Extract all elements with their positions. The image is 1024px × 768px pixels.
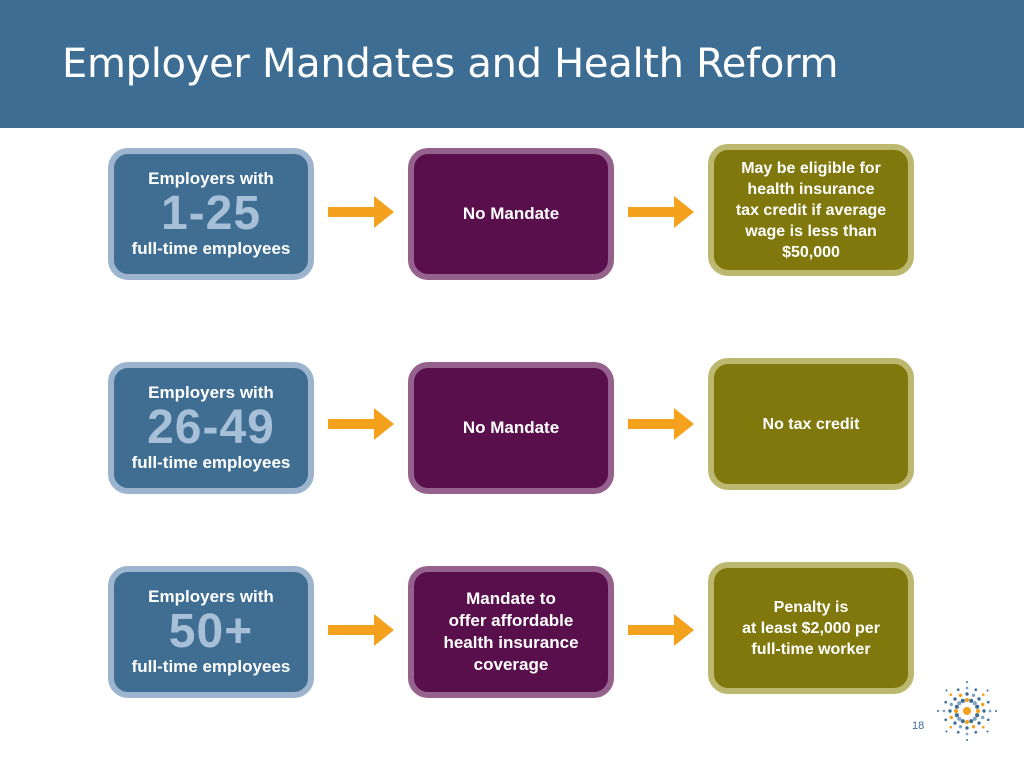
outcome-box-3	[708, 562, 914, 694]
employer-count: 1-25	[160, 187, 262, 240]
mandate-line: health insurance	[443, 633, 579, 652]
employer-box-2	[108, 362, 314, 494]
outcome-line: May be eligible for	[741, 159, 881, 177]
right-arrow-icon	[628, 194, 694, 230]
outcome-line: wage is less than	[745, 222, 877, 240]
mandate-box-3	[408, 566, 614, 698]
title-bar	[0, 0, 1024, 128]
outcome-line: Penalty is	[773, 598, 849, 616]
employer-suffix: full-time employees	[131, 657, 291, 676]
right-arrow-icon	[628, 612, 694, 648]
outcome-line: $50,000	[782, 243, 840, 261]
employer-suffix: full-time employees	[131, 453, 291, 472]
employer-prefix: Employers with	[148, 383, 274, 402]
outcome-line: full-time worker	[751, 640, 871, 658]
outcome-line: No tax credit	[762, 415, 860, 433]
page-number: 18	[912, 720, 925, 732]
right-arrow-icon	[328, 612, 394, 648]
outcome-line: tax credit if average	[735, 201, 887, 219]
mandate-line: No Mandate	[462, 204, 560, 223]
right-arrow-icon	[628, 406, 694, 442]
starburst-logo	[936, 680, 998, 742]
mandate-line: No Mandate	[462, 418, 560, 437]
outcome-box-1	[708, 144, 914, 276]
mandate-line: offer affordable	[448, 611, 574, 630]
outcome-box-2	[708, 358, 914, 490]
right-arrow-icon	[328, 194, 394, 230]
employer-prefix: Employers with	[148, 587, 274, 606]
mandate-line: Mandate to	[466, 589, 556, 608]
employer-box-3	[108, 566, 314, 698]
mandate-line: coverage	[473, 655, 549, 674]
outcome-line: at least $2,000 per	[742, 619, 880, 637]
mandate-box-2	[408, 362, 614, 494]
mandate-box-1	[408, 148, 614, 280]
employer-count: 26-49	[147, 401, 275, 454]
employer-prefix: Employers with	[148, 169, 274, 188]
employer-count: 50+	[168, 605, 254, 658]
slide-title: Employer Mandates and Health Reform	[62, 41, 839, 87]
outcome-line: health insurance	[747, 180, 875, 198]
employer-box-1	[108, 148, 314, 280]
employer-suffix: full-time employees	[131, 239, 291, 258]
right-arrow-icon	[328, 406, 394, 442]
